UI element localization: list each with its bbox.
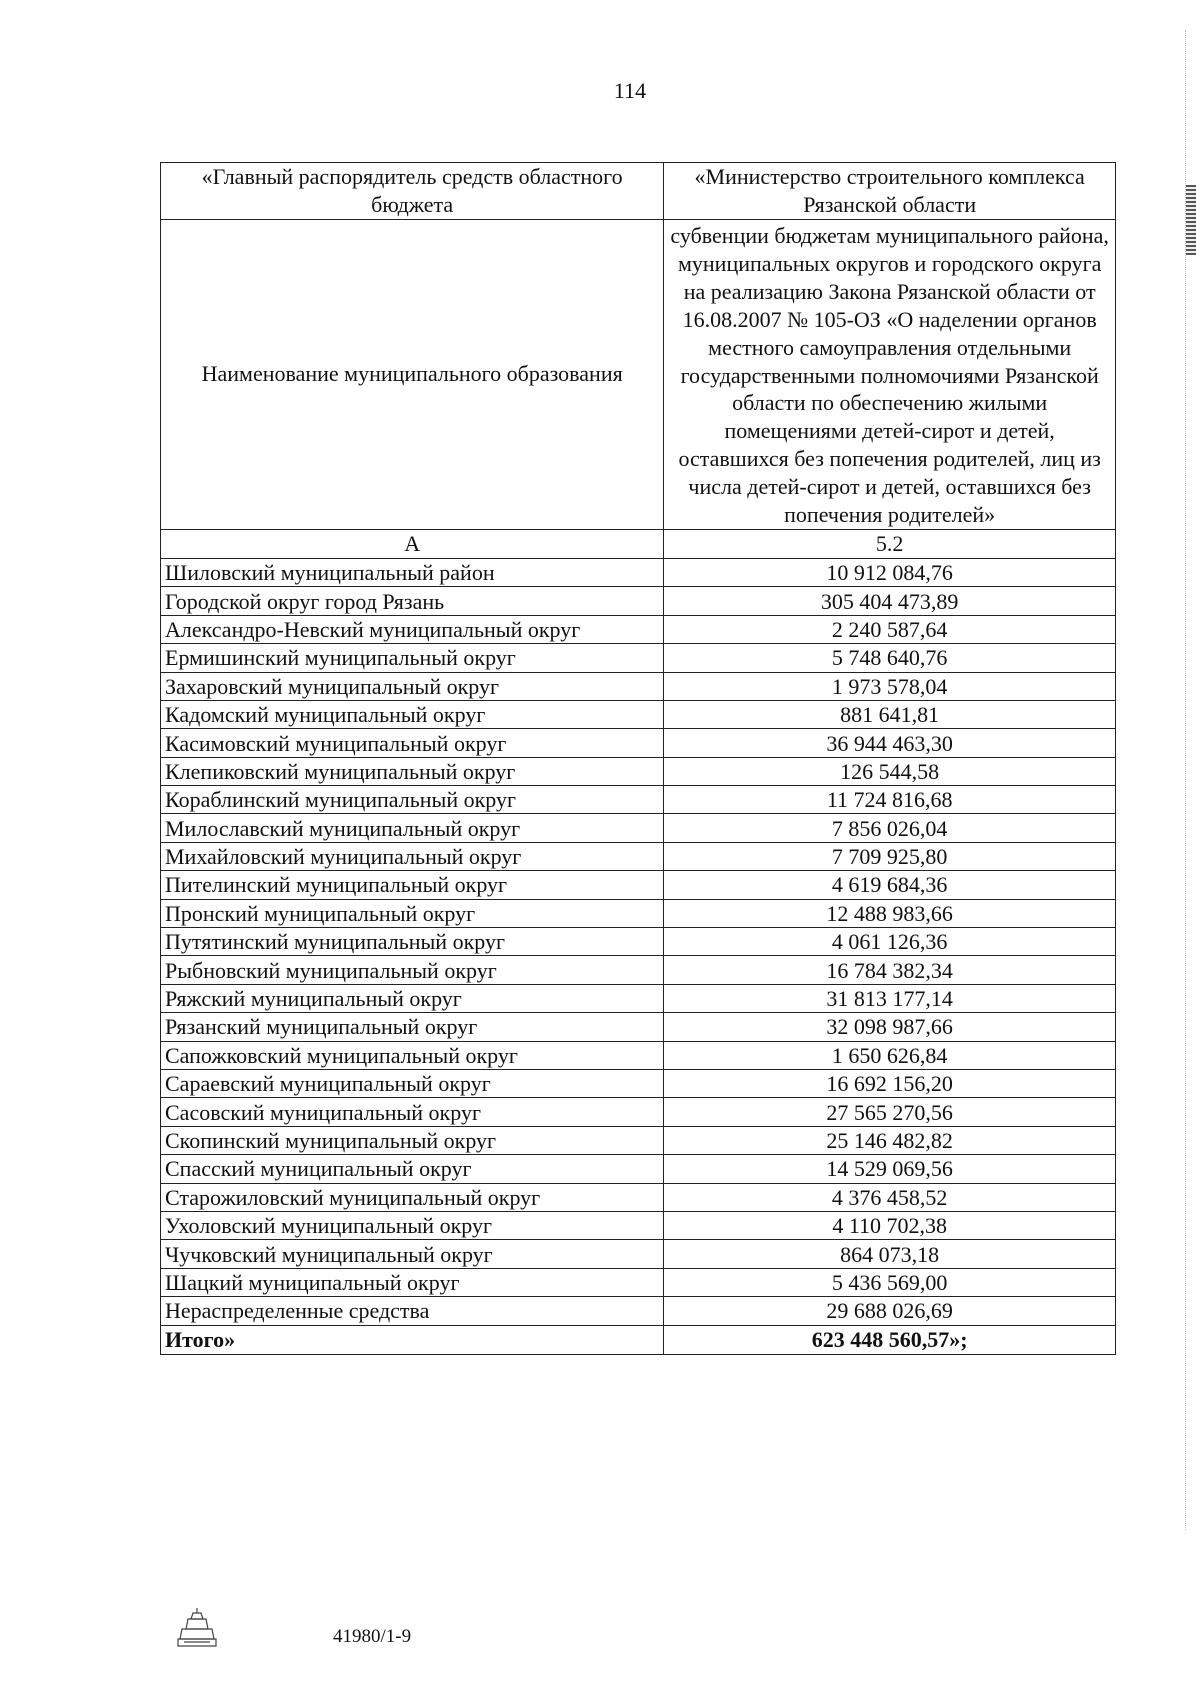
subsidy-amount: 4 061 126,36	[664, 928, 1116, 956]
municipality-name: Сапожковский муниципальный округ	[161, 1041, 664, 1069]
subsidy-amount: 305 404 473,89	[664, 587, 1116, 615]
subsidy-amount: 31 813 177,14	[664, 984, 1116, 1012]
municipality-name: Спасский муниципальный округ	[161, 1155, 664, 1183]
table-row	[161, 984, 1116, 1012]
column-index-b: 5.2	[664, 529, 1116, 558]
table-row	[161, 1211, 1116, 1239]
table-row	[161, 1013, 1116, 1041]
subsidy-amount: 1 973 578,04	[664, 672, 1116, 700]
municipality-name: Ряжский муниципальный округ	[161, 984, 664, 1012]
municipality-name: Путятинский муниципальный округ	[161, 928, 664, 956]
municipality-name: Пронский муниципальный округ	[161, 899, 664, 927]
subsidy-description-header: субвенции бюджетам муниципального района, муниципальных округов и городского округа на реализацию Закона Рязанской области от 16.08.2007 № 105-ОЗ «О наделении органов местного самоуправления отдельными государственными полномочиями Рязанской области по обеспечению жилыми помещениями детей-сирот и детей, оставшихся без попечения родителей, лиц из числа детей-сирот и детей, оставшихся без попечения родителей»	[664, 220, 1116, 530]
table-row	[161, 1041, 1116, 1069]
subsidy-amount: 5 436 569,00	[664, 1268, 1116, 1296]
subsidy-amount: 126 544,58	[664, 757, 1116, 785]
municipality-name: Скопинский муниципальный округ	[161, 1126, 664, 1154]
column-index-row	[161, 529, 1116, 558]
municipality-name: Рыбновский муниципальный округ	[161, 956, 664, 984]
table-row	[161, 558, 1116, 586]
subsidy-amount: 4 376 458,52	[664, 1183, 1116, 1211]
municipality-name: Чучковский муниципальный округ	[161, 1240, 664, 1268]
table-row	[161, 587, 1116, 615]
subsidy-amount: 29 688 026,69	[664, 1297, 1116, 1325]
municipality-name: Михайловский муниципальный округ	[161, 842, 664, 870]
subsidy-amount: 5 748 640,76	[664, 644, 1116, 672]
subsidy-amount: 32 098 987,66	[664, 1013, 1116, 1041]
page-number: 114	[613, 78, 647, 103]
table-row	[161, 729, 1116, 757]
column-index-a: А	[161, 529, 664, 558]
municipality-name: Сараевский муниципальный округ	[161, 1070, 664, 1098]
subsidy-amount: 7 856 026,04	[664, 814, 1116, 842]
table-row	[161, 956, 1116, 984]
table-row	[161, 1155, 1116, 1183]
table-row	[161, 757, 1116, 785]
scan-barcode-mark	[1186, 185, 1196, 255]
table-row	[161, 615, 1116, 643]
total-label: Итого»	[161, 1325, 664, 1354]
municipality-name: Шиловский муниципальный район	[161, 558, 664, 586]
subsidy-amount: 12 488 983,66	[664, 899, 1116, 927]
total-amount: 623 448 560,57»;	[664, 1325, 1116, 1354]
municipality-name: Александро-Невский муниципальный округ	[161, 615, 664, 643]
subsidy-amount: 27 565 270,56	[664, 1098, 1116, 1126]
subsidy-amount: 7 709 925,80	[664, 842, 1116, 870]
municipality-name: Старожиловский муниципальный округ	[161, 1183, 664, 1211]
municipality-name: Шацкий муниципальный округ	[161, 1268, 664, 1296]
table-row	[161, 786, 1116, 814]
table-row	[161, 644, 1116, 672]
municipality-name: Ухоловский муниципальный округ	[161, 1211, 664, 1239]
subsidy-amount: 16 692 156,20	[664, 1070, 1116, 1098]
table-row	[161, 1070, 1116, 1098]
subsidy-amount: 25 146 482,82	[664, 1126, 1116, 1154]
table-row	[161, 842, 1116, 870]
header-row-distributor	[161, 163, 1116, 220]
table-row	[161, 1126, 1116, 1154]
municipality-name: Нераспределенные средства	[161, 1297, 664, 1325]
table-row	[161, 1183, 1116, 1211]
table-row	[161, 1297, 1116, 1325]
document-code: 41980/1-9	[333, 1626, 412, 1647]
municipality-name: Кораблинский муниципальный округ	[161, 786, 664, 814]
total-row	[161, 1325, 1116, 1354]
subsidy-amount: 4 619 684,36	[664, 871, 1116, 899]
coat-of-arms-icon	[176, 1605, 218, 1649]
table-row	[161, 814, 1116, 842]
subsidy-amount: 4 110 702,38	[664, 1211, 1116, 1239]
municipality-name: Городской округ город Рязань	[161, 587, 664, 615]
header-row-description	[161, 220, 1116, 530]
subsidy-amount: 881 641,81	[664, 700, 1116, 728]
municipality-name: Милославский муниципальный округ	[161, 814, 664, 842]
table-row	[161, 899, 1116, 927]
subsidy-amount: 1 650 626,84	[664, 1041, 1116, 1069]
table-row	[161, 871, 1116, 899]
subsidy-amount: 36 944 463,30	[664, 729, 1116, 757]
municipality-name: Касимовский муниципальный округ	[161, 729, 664, 757]
municipality-name: Сасовский муниципальный округ	[161, 1098, 664, 1126]
municipality-name: Кадомский муниципальный округ	[161, 700, 664, 728]
municipality-name: Пителинский муниципальный округ	[161, 871, 664, 899]
table-row	[161, 700, 1116, 728]
subsidy-amount: 10 912 084,76	[664, 558, 1116, 586]
table-row	[161, 928, 1116, 956]
municipality-name: Клепиковский муниципальный округ	[161, 757, 664, 785]
distributor-value: «Министерство строительного комплекса Рязанской области	[664, 163, 1116, 220]
table-row	[161, 1268, 1116, 1296]
municipality-name: Ермишинский муниципальный округ	[161, 644, 664, 672]
scan-edge-marks	[1185, 30, 1194, 1530]
subsidy-amount: 16 784 382,34	[664, 956, 1116, 984]
municipality-name-header: Наименование муниципального образования	[161, 220, 664, 530]
subsidy-amount: 14 529 069,56	[664, 1155, 1116, 1183]
municipality-name: Рязанский муниципальный округ	[161, 1013, 664, 1041]
table-row	[161, 1098, 1116, 1126]
table-row	[161, 672, 1116, 700]
table-row	[161, 1240, 1116, 1268]
municipality-name: Захаровский муниципальный округ	[161, 672, 664, 700]
distributor-label: «Главный распорядитель средств областного бюджета	[161, 163, 664, 220]
subsidy-amount: 11 724 816,68	[664, 786, 1116, 814]
subsidy-amount: 2 240 587,64	[664, 615, 1116, 643]
budget-table	[160, 162, 1116, 1355]
subsidy-amount: 864 073,18	[664, 1240, 1116, 1268]
